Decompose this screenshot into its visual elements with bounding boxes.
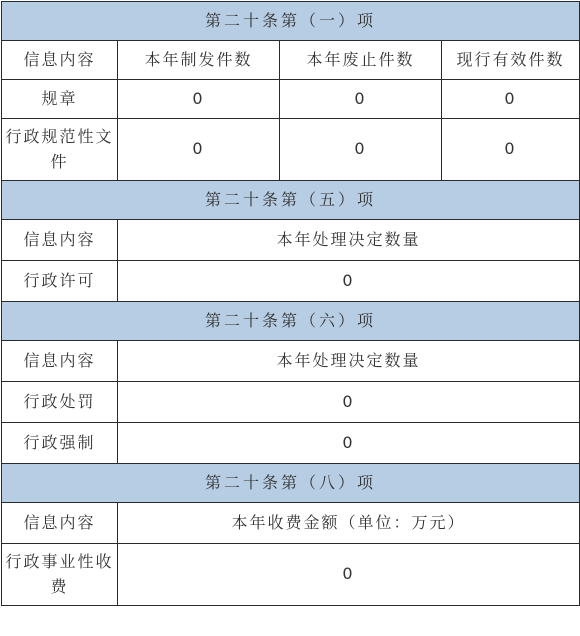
table-cell: 0	[280, 119, 442, 181]
column-header: 本年收费金额（单位：万元）	[118, 503, 580, 544]
row-label: 行政规范性文件	[2, 119, 118, 181]
table-row	[2, 544, 580, 606]
table-cell: 0	[118, 80, 280, 119]
column-header: 信息内容	[2, 220, 118, 261]
row-label: 行政许可	[2, 261, 118, 302]
column-header: 信息内容	[2, 341, 118, 382]
column-header: 本年处理决定数量	[118, 220, 580, 261]
table-cell: 0	[118, 119, 280, 181]
row-label: 规章	[2, 80, 118, 119]
section-header-row	[2, 464, 580, 503]
section-header-row	[2, 2, 580, 41]
column-header: 本年废止件数	[280, 41, 442, 80]
column-header-row	[2, 341, 580, 382]
section-title: 第二十条第（八）项	[2, 464, 580, 503]
column-header: 本年制发件数	[118, 41, 280, 80]
table-cell: 0	[118, 382, 580, 423]
table-cell: 0	[118, 544, 580, 606]
section-title: 第二十条第（六）项	[2, 302, 580, 341]
table-row	[2, 261, 580, 302]
table-cell: 0	[118, 423, 580, 464]
disclosure-table	[1, 1, 580, 606]
section-title: 第二十条第（一）项	[2, 2, 580, 41]
column-header-row	[2, 41, 580, 80]
row-label: 行政强制	[2, 423, 118, 464]
column-header-row	[2, 503, 580, 544]
column-header: 信息内容	[2, 503, 118, 544]
table-row	[2, 423, 580, 464]
table-cell: 0	[280, 80, 442, 119]
table-row	[2, 119, 580, 181]
column-header-row	[2, 220, 580, 261]
section-header-row	[2, 302, 580, 341]
table-cell: 0	[442, 80, 580, 119]
column-header: 本年处理决定数量	[118, 341, 580, 382]
column-header: 现行有效件数	[442, 41, 580, 80]
table-cell: 0	[442, 119, 580, 181]
row-label: 行政事业性收费	[2, 544, 118, 606]
row-label: 行政处罚	[2, 382, 118, 423]
table-row	[2, 382, 580, 423]
section-title: 第二十条第（五）项	[2, 181, 580, 220]
table-cell: 0	[118, 261, 580, 302]
table-row	[2, 80, 580, 119]
column-header: 信息内容	[2, 41, 118, 80]
section-header-row	[2, 181, 580, 220]
